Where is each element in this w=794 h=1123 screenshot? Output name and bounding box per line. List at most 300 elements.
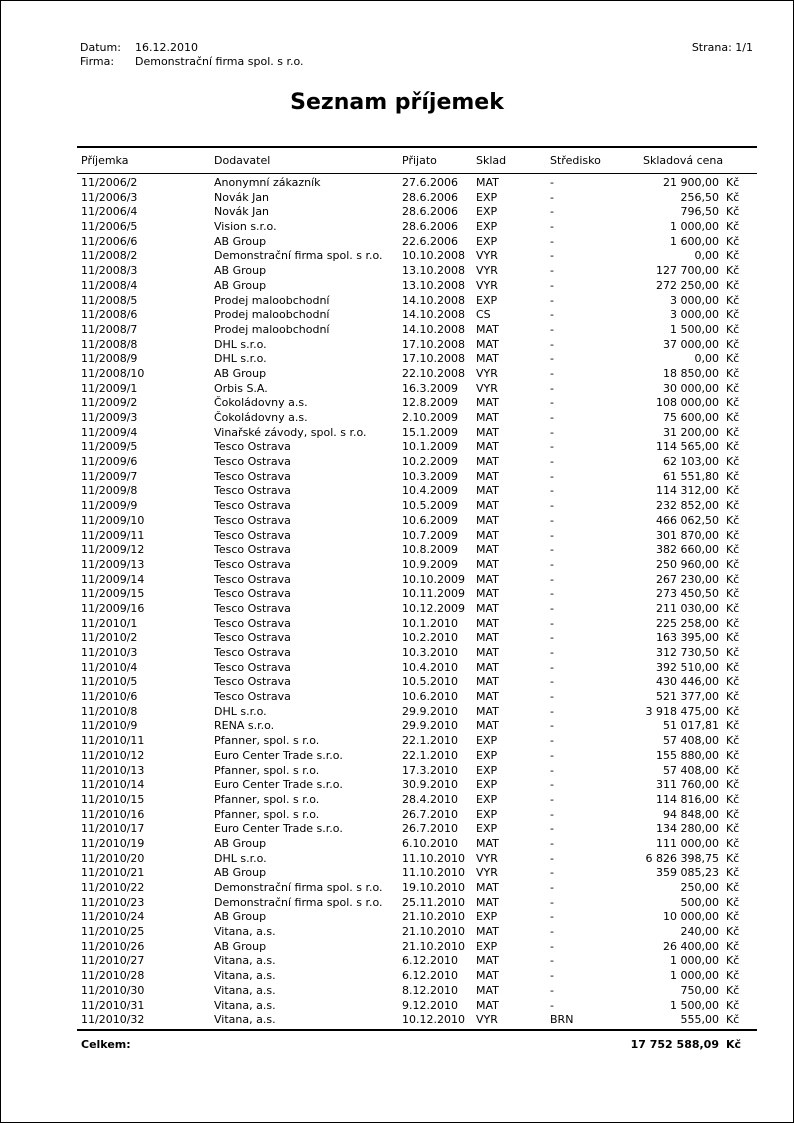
cell-supplier: DHL s.r.o. (214, 851, 267, 865)
cell-receipt: 11/2010/15 (81, 792, 145, 806)
cell-price: 57 408,00 (663, 734, 719, 748)
cell-receipt: 11/2009/8 (81, 484, 138, 498)
cell-received: 22.10.2008 (402, 366, 465, 380)
cell-price: 75 600,00 (663, 411, 719, 424)
table-row (77, 675, 757, 690)
cell-received: 21.10.2010 (402, 925, 465, 939)
cell-currency: Kč (726, 249, 740, 263)
cell-currency: Kč (726, 205, 740, 219)
cell-warehouse: VYR (476, 366, 498, 380)
cell-supplier: AB Group (214, 939, 267, 953)
table-row (77, 646, 757, 661)
cell-receipt: 11/2009/13 (81, 557, 145, 571)
cell-supplier: Pfanner, spol. s r.o. (214, 734, 320, 748)
cell-receipt: 11/2009/12 (81, 543, 145, 557)
cell-supplier: Prodej maloobchodní (214, 308, 330, 322)
cell-currency: Kč (726, 895, 740, 909)
cell-center: - (550, 205, 554, 219)
cell-price: 359 085,23 (656, 866, 719, 880)
cell-center: - (550, 176, 554, 189)
cell-price: 750,00 (680, 983, 719, 997)
cell-center: - (550, 807, 554, 821)
cell-received: 10.12.2009 (402, 601, 465, 615)
cell-received: 26.7.2010 (402, 807, 458, 821)
cell-received: 28.4.2010 (402, 792, 458, 806)
cell-received: 27.6.2006 (402, 176, 458, 189)
table-row (77, 954, 757, 969)
table-row (77, 852, 757, 867)
cell-receipt: 11/2010/25 (81, 925, 145, 939)
cell-received: 10.6.2009 (402, 513, 458, 527)
cell-warehouse: MAT (476, 352, 499, 366)
cell-center: - (550, 278, 554, 292)
cell-warehouse: MAT (476, 176, 499, 189)
table-row (77, 382, 757, 397)
cell-warehouse: MAT (476, 499, 499, 513)
cell-center: - (550, 513, 554, 527)
cell-warehouse: MAT (476, 983, 499, 997)
cell-center: - (550, 631, 554, 645)
cell-received: 14.10.2008 (402, 308, 465, 322)
cell-center: - (550, 366, 554, 380)
cell-center: - (550, 440, 554, 454)
cell-received: 28.6.2006 (402, 220, 458, 234)
cell-price: 31 200,00 (663, 425, 719, 439)
total-label: Celkem: (81, 1037, 131, 1051)
cell-received: 6.12.2010 (402, 969, 458, 983)
cell-supplier: Čokoládovny a.s. (214, 396, 308, 410)
cell-received: 14.10.2008 (402, 293, 465, 307)
cell-currency: Kč (726, 616, 740, 630)
cell-supplier: Tesco Ostrava (214, 572, 291, 586)
cell-supplier: DHL s.r.o. (214, 352, 267, 366)
cell-receipt: 11/2009/11 (81, 528, 145, 542)
cell-currency: Kč (726, 851, 740, 865)
cell-price: 301 870,00 (656, 528, 719, 542)
cell-receipt: 11/2010/16 (81, 807, 145, 821)
cell-receipt: 11/2010/30 (81, 983, 145, 997)
cell-price: 225 258,00 (656, 616, 719, 630)
cell-center: - (550, 734, 554, 748)
cell-received: 17.10.2008 (402, 352, 465, 366)
cell-center: - (550, 528, 554, 542)
cell-center: - (550, 587, 554, 601)
cell-price: 127 700,00 (656, 264, 719, 278)
table-row (77, 338, 757, 353)
cell-center: - (550, 690, 554, 704)
cell-price: 521 377,00 (656, 690, 719, 704)
cell-currency: Kč (726, 499, 740, 513)
table-row (77, 896, 757, 911)
cell-center: - (550, 234, 554, 248)
cell-supplier: Euro Center Trade s.r.o. (214, 778, 343, 792)
cell-received: 10.2.2009 (402, 455, 458, 469)
cell-center: - (550, 660, 554, 674)
cell-center: - (550, 455, 554, 469)
cell-warehouse: MAT (476, 528, 499, 542)
cell-center: - (550, 381, 554, 395)
cell-receipt: 11/2010/24 (81, 910, 145, 924)
table-row (77, 294, 757, 309)
cell-price: 232 852,00 (656, 499, 719, 513)
cell-currency: Kč (726, 543, 740, 557)
cell-supplier: AB Group (214, 866, 267, 880)
cell-receipt: 11/2010/9 (81, 719, 138, 733)
cell-center: - (550, 822, 554, 836)
cell-warehouse: VYR (476, 866, 498, 880)
cell-supplier: Tesco Ostrava (214, 543, 291, 557)
cell-center: - (550, 396, 554, 410)
cell-currency: Kč (726, 748, 740, 762)
cell-currency: Kč (726, 719, 740, 733)
cell-currency: Kč (726, 998, 740, 1012)
cell-receipt: 11/2010/2 (81, 631, 138, 645)
cell-warehouse: MAT (476, 469, 499, 483)
cell-currency: Kč (726, 469, 740, 483)
cell-supplier: Anonymní zákazník (214, 176, 321, 189)
cell-price: 114 816,00 (656, 792, 719, 806)
date-line (80, 41, 304, 55)
cell-received: 8.12.2010 (402, 983, 458, 997)
table-row (77, 690, 757, 705)
col-price-header: Skladová cena (643, 154, 724, 167)
cell-received: 22.1.2010 (402, 734, 458, 748)
table-row (77, 587, 757, 602)
page-value: 1/1 (735, 41, 753, 54)
table-footer (77, 1029, 757, 1059)
table-row (77, 778, 757, 793)
cell-supplier: Vitana, a.s. (214, 954, 276, 968)
cell-currency: Kč (726, 176, 740, 189)
cell-currency: Kč (726, 234, 740, 248)
cell-price: 108 000,00 (656, 396, 719, 410)
cell-warehouse: MAT (476, 557, 499, 571)
cell-received: 17.10.2008 (402, 337, 465, 351)
cell-price: 10 000,00 (663, 910, 719, 924)
cell-warehouse: MAT (476, 411, 499, 424)
cell-warehouse: EXP (476, 910, 498, 924)
cell-received: 10.11.2009 (402, 587, 465, 601)
table-row (77, 837, 757, 852)
cell-price: 30 000,00 (663, 381, 719, 395)
cell-center: - (550, 939, 554, 953)
cell-receipt: 11/2010/19 (81, 836, 145, 850)
cell-price: 1 000,00 (670, 969, 719, 983)
cell-price: 500,00 (680, 895, 719, 909)
cell-supplier: Tesco Ostrava (214, 601, 291, 615)
cell-received: 26.7.2010 (402, 822, 458, 836)
cell-receipt: 11/2010/31 (81, 998, 145, 1012)
cell-receipt: 11/2010/8 (81, 704, 138, 718)
cell-supplier: Tesco Ostrava (214, 587, 291, 601)
table-row (77, 764, 757, 779)
cell-center: - (550, 704, 554, 718)
cell-center: - (550, 954, 554, 968)
cell-price: 134 280,00 (656, 822, 719, 836)
cell-warehouse: MAT (476, 572, 499, 586)
cell-supplier: Tesco Ostrava (214, 528, 291, 542)
cell-warehouse: MAT (476, 513, 499, 527)
cell-price: 57 408,00 (663, 763, 719, 777)
cell-supplier: Tesco Ostrava (214, 484, 291, 498)
cell-supplier: AB Group (214, 278, 267, 292)
cell-receipt: 11/2009/5 (81, 440, 138, 454)
cell-price: 26 400,00 (663, 939, 719, 953)
cell-currency: Kč (726, 513, 740, 527)
cell-warehouse: MAT (476, 646, 499, 659)
cell-received: 29.9.2010 (402, 704, 458, 718)
cell-currency: Kč (726, 881, 740, 894)
cell-supplier: Vitana, a.s. (214, 969, 276, 983)
cell-price: 211 030,00 (656, 601, 719, 615)
cell-supplier: Tesco Ostrava (214, 513, 291, 527)
cell-supplier: Vitana, a.s. (214, 998, 276, 1012)
cell-price: 114 312,00 (656, 484, 719, 498)
cell-received: 30.9.2010 (402, 778, 458, 792)
table-row (77, 176, 757, 191)
cell-center: - (550, 337, 554, 351)
cell-currency: Kč (726, 396, 740, 410)
cell-currency: Kč (726, 425, 740, 439)
cell-currency: Kč (726, 278, 740, 292)
cell-currency: Kč (726, 572, 740, 586)
cell-received: 22.1.2010 (402, 748, 458, 762)
cell-received: 15.1.2009 (402, 425, 458, 439)
table-row (77, 999, 757, 1014)
cell-currency: Kč (726, 366, 740, 380)
cell-warehouse: MAT (476, 675, 499, 689)
cell-price: 796,50 (680, 205, 719, 219)
cell-supplier: Tesco Ostrava (214, 646, 291, 659)
cell-supplier: AB Group (214, 910, 267, 924)
company-line (80, 55, 304, 69)
cell-price: 250 960,00 (656, 557, 719, 571)
cell-currency: Kč (726, 734, 740, 748)
cell-receipt: 11/2010/27 (81, 954, 145, 968)
cell-price: 0,00 (694, 352, 719, 366)
cell-center: - (550, 866, 554, 880)
cell-price: 62 103,00 (663, 455, 719, 469)
table-row (77, 235, 757, 250)
cell-currency: Kč (726, 690, 740, 704)
cell-received: 29.9.2010 (402, 719, 458, 733)
cell-received: 25.11.2010 (402, 895, 465, 909)
cell-supplier: AB Group (214, 366, 267, 380)
cell-received: 10.1.2010 (402, 616, 458, 630)
cell-currency: Kč (726, 455, 740, 469)
cell-warehouse: MAT (476, 425, 499, 439)
cell-warehouse: EXP (476, 807, 498, 821)
cell-center: - (550, 220, 554, 234)
cell-receipt: 11/2010/14 (81, 778, 145, 792)
cell-receipt: 11/2009/2 (81, 396, 138, 410)
company-label: Firma: (80, 55, 115, 68)
cell-receipt: 11/2009/7 (81, 469, 138, 483)
cell-supplier: Tesco Ostrava (214, 469, 291, 483)
cell-warehouse: MAT (476, 969, 499, 983)
receipts-table (77, 146, 757, 1059)
cell-currency: Kč (726, 557, 740, 571)
cell-price: 1 500,00 (670, 322, 719, 336)
table-row (77, 881, 757, 896)
cell-received: 11.10.2010 (402, 866, 465, 880)
cell-warehouse: EXP (476, 190, 498, 204)
cell-supplier: Tesco Ostrava (214, 616, 291, 630)
cell-currency: Kč (726, 969, 740, 983)
cell-warehouse: MAT (476, 396, 499, 410)
cell-received: 13.10.2008 (402, 278, 465, 292)
cell-receipt: 11/2010/17 (81, 822, 145, 836)
cell-received: 13.10.2008 (402, 264, 465, 278)
cell-warehouse: MAT (476, 337, 499, 351)
cell-supplier: AB Group (214, 264, 267, 278)
cell-price: 3 918 475,00 (645, 704, 719, 718)
cell-center: - (550, 293, 554, 307)
cell-supplier: DHL s.r.o. (214, 704, 267, 718)
cell-currency: Kč (726, 704, 740, 718)
cell-price: 51 017,81 (663, 719, 719, 733)
cell-center: - (550, 969, 554, 983)
cell-currency: Kč (726, 528, 740, 542)
cell-center: - (550, 484, 554, 498)
cell-warehouse: VYR (476, 264, 498, 278)
cell-warehouse: MAT (476, 322, 499, 336)
cell-center: - (550, 925, 554, 939)
cell-supplier: Vitana, a.s. (214, 925, 276, 939)
cell-received: 10.12.2010 (402, 1013, 465, 1027)
cell-price: 312 730,50 (656, 646, 719, 659)
cell-receipt: 11/2010/5 (81, 675, 138, 689)
table-row (77, 866, 757, 881)
col-center-header: Středisko (550, 154, 601, 167)
cell-currency: Kč (726, 939, 740, 953)
cell-currency: Kč (726, 631, 740, 645)
cell-warehouse: MAT (476, 616, 499, 630)
cell-received: 21.10.2010 (402, 939, 465, 953)
cell-supplier: Vinařské závody, spol. s r.o. (214, 425, 367, 439)
cell-center: - (550, 557, 554, 571)
page-title: Seznam příjemek (290, 90, 504, 115)
cell-received: 17.3.2010 (402, 763, 458, 777)
table-row (77, 279, 757, 294)
table-row (77, 984, 757, 999)
cell-center: - (550, 352, 554, 366)
cell-supplier: Prodej maloobchodní (214, 293, 330, 307)
cell-receipt: 11/2010/23 (81, 895, 145, 909)
cell-currency: Kč (726, 822, 740, 836)
cell-currency: Kč (726, 587, 740, 601)
company-value: Demonstrační firma spol. s r.o. (135, 55, 304, 68)
cell-currency: Kč (726, 954, 740, 968)
cell-receipt: 11/2010/28 (81, 969, 145, 983)
cell-supplier: Čokoládovny a.s. (214, 411, 308, 424)
cell-price: 392 510,00 (656, 660, 719, 674)
cell-center: - (550, 249, 554, 263)
cell-currency: Kč (726, 836, 740, 850)
cell-currency: Kč (726, 411, 740, 424)
cell-supplier: AB Group (214, 234, 267, 248)
cell-center: - (550, 469, 554, 483)
cell-center: - (550, 616, 554, 630)
cell-center: - (550, 601, 554, 615)
cell-warehouse: EXP (476, 778, 498, 792)
cell-warehouse: VYR (476, 249, 498, 263)
table-row (77, 455, 757, 470)
cell-price: 3 000,00 (670, 293, 719, 307)
cell-warehouse: EXP (476, 822, 498, 836)
cell-price: 311 760,00 (656, 778, 719, 792)
total-currency: Kč (726, 1037, 742, 1051)
cell-receipt: 11/2010/11 (81, 734, 145, 748)
cell-supplier: Vitana, a.s. (214, 983, 276, 997)
cell-price: 466 062,50 (656, 513, 719, 527)
table-row (77, 470, 757, 485)
cell-supplier: Euro Center Trade s.r.o. (214, 822, 343, 836)
cell-center: - (550, 836, 554, 850)
table-row (77, 396, 757, 411)
cell-center: - (550, 895, 554, 909)
cell-currency: Kč (726, 778, 740, 792)
cell-price: 1 000,00 (670, 220, 719, 234)
cell-center: - (550, 646, 554, 659)
cell-warehouse: VYR (476, 278, 498, 292)
cell-price: 155 880,00 (656, 748, 719, 762)
table-row (77, 440, 757, 455)
cell-center: - (550, 851, 554, 865)
cell-currency: Kč (726, 484, 740, 498)
cell-warehouse: MAT (476, 836, 499, 850)
cell-received: 16.3.2009 (402, 381, 458, 395)
cell-center: - (550, 778, 554, 792)
cell-receipt: 11/2009/15 (81, 587, 145, 601)
cell-warehouse: MAT (476, 704, 499, 718)
table-row (77, 617, 757, 632)
cell-warehouse: MAT (476, 925, 499, 939)
cell-received: 14.10.2008 (402, 322, 465, 336)
cell-price: 1 600,00 (670, 234, 719, 248)
table-row (77, 661, 757, 676)
cell-warehouse: EXP (476, 763, 498, 777)
cell-warehouse: MAT (476, 587, 499, 601)
cell-currency: Kč (726, 190, 740, 204)
cell-supplier: Tesco Ostrava (214, 557, 291, 571)
cell-currency: Kč (726, 322, 740, 336)
table-row (77, 734, 757, 749)
table-row (77, 514, 757, 529)
report-meta (80, 41, 304, 69)
cell-warehouse: VYR (476, 1013, 498, 1027)
cell-supplier: RENA s.r.o. (214, 719, 275, 733)
cell-currency: Kč (726, 381, 740, 395)
cell-supplier: DHL s.r.o. (214, 337, 267, 351)
cell-center: - (550, 763, 554, 777)
cell-currency: Kč (726, 925, 740, 939)
table-row (77, 808, 757, 823)
table-row (77, 573, 757, 588)
cell-price: 111 000,00 (656, 836, 719, 850)
cell-supplier: Tesco Ostrava (214, 660, 291, 674)
cell-received: 10.4.2009 (402, 484, 458, 498)
cell-currency: Kč (726, 983, 740, 997)
cell-receipt: 11/2006/4 (81, 205, 138, 219)
cell-currency: Kč (726, 660, 740, 674)
cell-received: 10.5.2009 (402, 499, 458, 513)
cell-currency: Kč (726, 264, 740, 278)
table-row (77, 543, 757, 558)
cell-supplier: Orbis S.A. (214, 381, 268, 395)
cell-supplier: Tesco Ostrava (214, 455, 291, 469)
table-row (77, 925, 757, 940)
